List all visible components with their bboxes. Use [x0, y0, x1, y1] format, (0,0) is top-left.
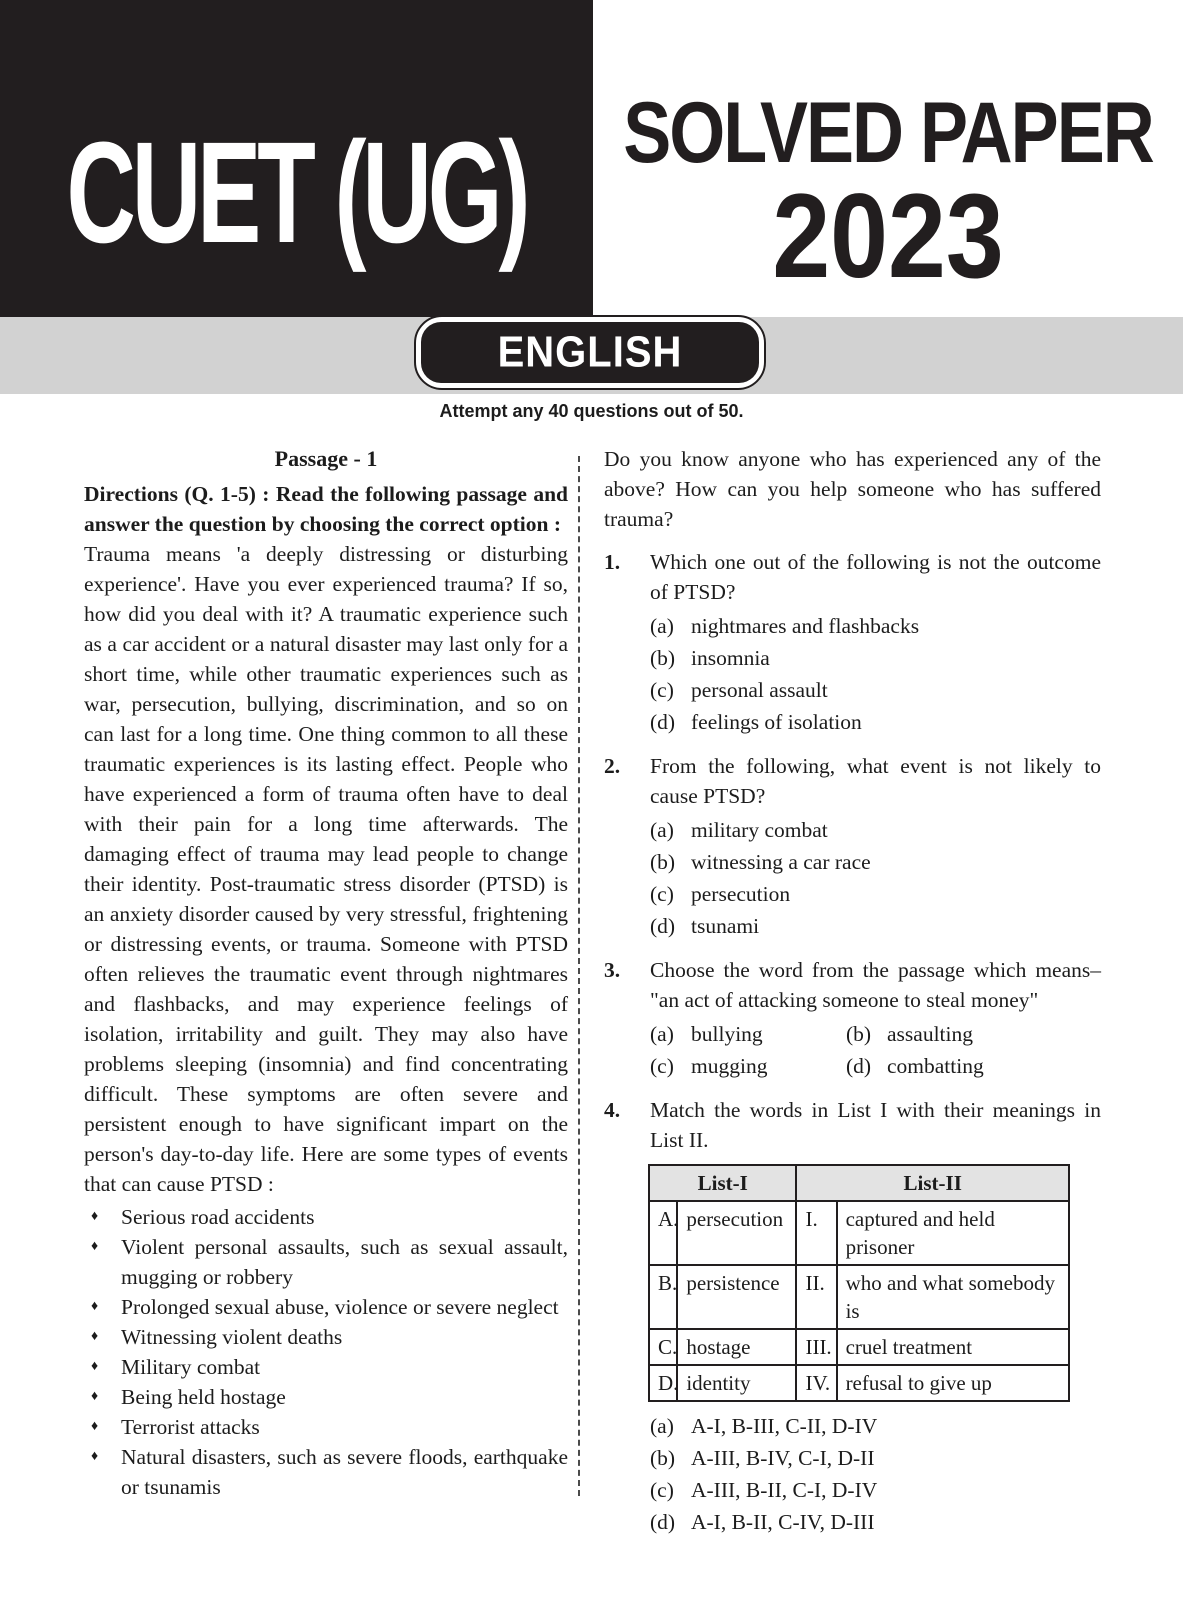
passage-directions: Directions (Q. 1-5) : Read the following passage and answer the question by choosing the correct option : — [84, 482, 568, 536]
option-text: combatting — [887, 1054, 984, 1078]
question-body — [650, 547, 1101, 738]
option-text: A-III, B-IV, C-I, D-II — [691, 1446, 875, 1470]
list-item — [84, 1382, 568, 1412]
ptsd-causes-list — [84, 1202, 568, 1502]
option-row — [650, 1442, 1101, 1474]
list-item — [84, 1202, 568, 1232]
option-text: witnessing a car race — [691, 850, 871, 874]
option-row — [650, 642, 1101, 674]
option-row — [846, 1018, 1101, 1050]
list1-key: C. — [649, 1329, 677, 1365]
option-text: insomnia — [691, 646, 770, 670]
question-body — [650, 751, 1101, 942]
option-label: (a) — [650, 1414, 674, 1438]
list-item-text: Violent personal assaults, such as sexual assault, mugging or robbery — [121, 1235, 568, 1289]
option-row — [650, 674, 1101, 706]
option-row — [650, 814, 1101, 846]
option-label: (b) — [650, 1446, 676, 1470]
options-list — [650, 610, 1101, 738]
column-divider — [578, 456, 580, 1496]
list1-key: D. — [649, 1365, 677, 1401]
paper-year: 2023 — [772, 170, 1004, 304]
option-label: (c) — [650, 678, 674, 702]
diamond-bullet-icon: ♦ — [91, 1329, 99, 1344]
list1-key: A. — [649, 1201, 677, 1265]
option-row — [650, 846, 1101, 878]
option-label: (d) — [650, 710, 676, 734]
list1-value: persecution — [677, 1201, 796, 1265]
option-row — [650, 610, 1101, 642]
option-text: feelings of isolation — [691, 710, 862, 734]
option-label: (c) — [650, 1478, 674, 1502]
header-title-panel — [593, 0, 1183, 317]
options-list — [650, 1410, 1101, 1538]
list2-key: I. — [796, 1201, 836, 1265]
list1-key: B. — [649, 1265, 677, 1329]
list2-value: who and what somebody is — [837, 1265, 1069, 1329]
list-item — [84, 1292, 568, 1322]
list1-value: hostage — [677, 1329, 796, 1365]
question-text: Which one out of the following is not the outcome of PTSD? — [650, 550, 1101, 604]
option-text: A-I, B-II, C-IV, D-III — [691, 1510, 875, 1534]
list-item — [84, 1412, 568, 1442]
diamond-bullet-icon: ♦ — [91, 1239, 99, 1254]
list-item-text: Witnessing violent deaths — [121, 1325, 343, 1349]
list-item — [84, 1442, 568, 1502]
list2-value: refusal to give up — [837, 1365, 1069, 1401]
option-text: persecution — [691, 882, 791, 906]
option-text: mugging — [691, 1054, 768, 1078]
table-header-list1: List-I — [649, 1165, 796, 1201]
option-label: (d) — [650, 1510, 676, 1534]
list2-key: IV. — [796, 1365, 836, 1401]
passage-column — [84, 444, 568, 1502]
diamond-bullet-icon: ♦ — [91, 1209, 99, 1224]
option-row — [650, 910, 1101, 942]
option-text: A-I, B-III, C-II, D-IV — [691, 1414, 878, 1438]
option-text: bullying — [691, 1022, 763, 1046]
question-3 — [604, 955, 1101, 1082]
subject-badge-label: ENGLISH — [497, 327, 683, 377]
list-item-text: Serious road accidents — [121, 1205, 315, 1229]
list1-value: persistence — [677, 1265, 796, 1329]
list-item-text: Being held hostage — [121, 1385, 286, 1409]
subject-badge — [414, 315, 766, 390]
list-item-text: Prolonged sexual abuse, violence or severe neglect — [121, 1295, 559, 1319]
option-text: personal assault — [691, 678, 828, 702]
table-header-list2: List-II — [796, 1165, 1069, 1201]
questions-column — [604, 444, 1101, 1538]
question-body — [650, 1095, 1101, 1538]
list2-value: captured and held prisoner — [837, 1201, 1069, 1265]
option-label: (a) — [650, 818, 674, 842]
list-item — [84, 1232, 568, 1292]
list-item-text: Natural disasters, such as severe floods, earthquake or tsunamis — [121, 1445, 568, 1499]
question-text: From the following, what event is not likely to cause PTSD? — [650, 754, 1101, 808]
subject-badge-inner — [421, 322, 759, 383]
option-label: (a) — [650, 614, 674, 638]
diamond-bullet-icon: ♦ — [91, 1449, 99, 1464]
option-text: A-III, B-II, C-I, D-IV — [691, 1478, 878, 1502]
list2-value: cruel treatment — [837, 1329, 1069, 1365]
list2-key: III. — [796, 1329, 836, 1365]
question-2 — [604, 751, 1101, 942]
option-label: (c) — [650, 1054, 674, 1078]
option-text: tsunami — [691, 914, 760, 938]
option-row — [650, 1410, 1101, 1442]
option-label: (b) — [650, 850, 676, 874]
option-label: (a) — [650, 1022, 674, 1046]
options-list — [650, 814, 1101, 942]
table-row — [649, 1201, 1069, 1265]
question-number: 2. — [604, 754, 621, 778]
table-header-row — [649, 1165, 1069, 1201]
question-4 — [604, 1095, 1101, 1538]
option-text: assaulting — [887, 1022, 973, 1046]
option-label: (b) — [846, 1022, 872, 1046]
brand-title: CUET (UG) — [66, 112, 527, 273]
option-row — [650, 1018, 846, 1050]
list-item-text: Military combat — [121, 1355, 261, 1379]
question-text: Choose the word from the passage which means– "an act of attacking someone to steal money" — [650, 958, 1101, 1012]
list-item — [84, 1352, 568, 1382]
diamond-bullet-icon: ♦ — [91, 1389, 99, 1404]
option-row — [650, 878, 1101, 910]
question-text: Match the words in List I with their meanings in List II. — [650, 1098, 1101, 1152]
diamond-bullet-icon: ♦ — [91, 1299, 99, 1314]
attempt-instruction: Attempt any 40 questions out of 50. — [439, 401, 744, 421]
passage-title: Passage - 1 — [274, 446, 378, 471]
table-row — [649, 1365, 1069, 1401]
option-label: (c) — [650, 882, 674, 906]
question-number: 4. — [604, 1098, 621, 1122]
match-the-lists-table — [648, 1164, 1070, 1402]
diamond-bullet-icon: ♦ — [91, 1359, 99, 1374]
option-row — [846, 1050, 1101, 1082]
option-text: nightmares and flashbacks — [691, 614, 920, 638]
question-1 — [604, 547, 1101, 738]
option-row — [650, 706, 1101, 738]
passage-body: Trauma means 'a deeply distressing or disturbing experience'. Have you ever experienced trauma? If so, how did you deal with it? A traumatic experience such as a car accident or a natural disaster may last only for a short time, while other traumatic experiences such as war, persecution, bullying, discrimination, and so on can last for a long time. One thing common to all these traumatic experiences is its lasting effect. People who have experienced a form of trauma often have to deal with their pain for a long time afterwards. The damaging effect of trauma may lead people to change their identity. Post-traumatic stress disorder (PTSD) is an anxiety disorder caused by very stressful, frightening or distressing events, or trauma. Someone with PTSD often relieves the traumatic event through nightmares and flashbacks, and may experience feelings of isolation, irritability and guilt. They may also have problems sleeping (insomnia) and find concentrating difficult. These symptoms are often severe and persistent enough to have significant impart on the person's day-to-day life. Here are some types of events that can cause PTSD : — [84, 542, 568, 1196]
option-row — [650, 1474, 1101, 1506]
table-row — [649, 1329, 1069, 1365]
passage-continuation: Do you know anyone who has experienced any of the above? How can you help someone who has suffered trauma? — [604, 447, 1101, 531]
question-number: 3. — [604, 958, 621, 982]
list-item — [84, 1322, 568, 1352]
question-number: 1. — [604, 550, 621, 574]
header-brand-panel — [0, 0, 593, 317]
table-row — [649, 1265, 1069, 1329]
option-row — [650, 1050, 846, 1082]
paper-title: SOLVED PAPER — [623, 85, 1153, 181]
list1-value: identity — [677, 1365, 796, 1401]
diamond-bullet-icon: ♦ — [91, 1419, 99, 1434]
option-text: military combat — [691, 818, 828, 842]
option-row — [650, 1506, 1101, 1538]
options-grid — [650, 1018, 1101, 1082]
option-label: (b) — [650, 646, 676, 670]
list-item-text: Terrorist attacks — [121, 1415, 260, 1439]
option-label: (d) — [650, 914, 676, 938]
option-label: (d) — [846, 1054, 872, 1078]
question-body — [650, 955, 1101, 1082]
list2-key: II. — [796, 1265, 836, 1329]
